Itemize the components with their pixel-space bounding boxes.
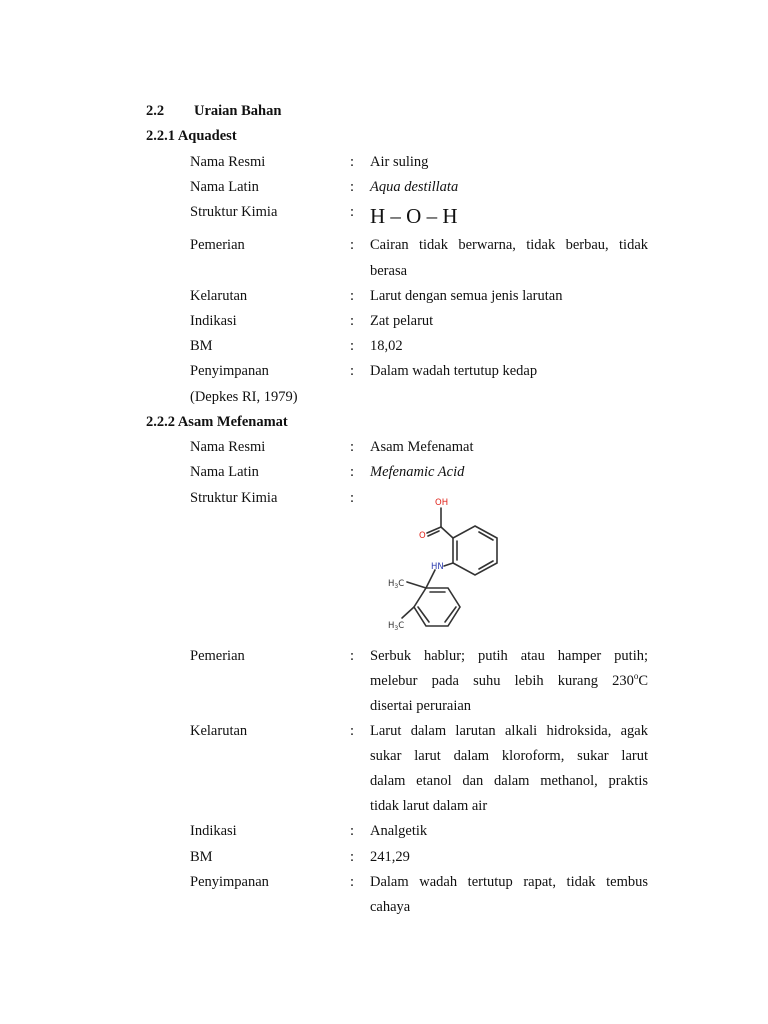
subsection-heading-mefenamat: 2.2.2 Asam Mefenamat	[146, 414, 288, 430]
colon: :	[350, 874, 355, 890]
double-bond	[479, 532, 493, 540]
bond-methyl-1	[407, 582, 426, 588]
aquadest-value-kelarutan: Larut dengan semua jenis larutan	[370, 288, 563, 304]
colon: :	[350, 823, 355, 839]
mefenamat-value-kelarutan-line-2: sukar larut dalam kloroform, sukar larut	[370, 748, 648, 764]
mefenamat-value-kelarutan-line-4: tidak larut dalam air	[370, 798, 488, 814]
aquadest-value-nama-resmi: Air suling	[370, 154, 429, 170]
ring-upper	[453, 526, 497, 575]
methyl-2-c: C	[398, 621, 405, 631]
aquadest-value-nama-latin: Aqua destillata	[370, 179, 459, 195]
atom-nh: HN	[431, 562, 444, 572]
subsection-heading-aquadest: 2.2.1 Aquadest	[146, 128, 237, 144]
aquadest-label-nama-latin: Nama Latin	[190, 179, 259, 195]
mefenamat-value-kelarutan-line-3: dalam etanol dan dalam methanol, praktis	[370, 773, 648, 789]
mefenamat-value-nama-resmi: Asam Mefenamat	[370, 439, 474, 455]
mefenamat-value-nama-latin: Mefenamic Acid	[370, 464, 465, 480]
aquadest-label-indikasi: Indikasi	[190, 313, 237, 329]
mefenamat-label-indikasi: Indikasi	[190, 823, 237, 839]
mefenamat-value-pemerian-line-2	[370, 671, 648, 689]
pemerian-text: melebur pada suhu lebih kurang 230	[370, 673, 634, 689]
atom-oh: OH	[435, 498, 449, 508]
methyl-2-h: H	[388, 621, 395, 631]
mefenamic-acid-structure	[372, 494, 512, 634]
methyl-2-subscript: 3	[394, 625, 399, 632]
mefenamat-label-kelarutan: Kelarutan	[190, 723, 248, 739]
double-bond	[479, 561, 493, 569]
methyl-group-1	[388, 579, 404, 590]
mefenamat-value-kelarutan-line-1: Larut dalam larutan alkali hidroksida, agak	[370, 723, 648, 739]
aquadest-value-pemerian-line-1: Cairan tidak berwarna, tidak berbau, tidak	[370, 237, 648, 253]
aquadest-value-penyimpanan: Dalam wadah tertutup kedap	[370, 363, 538, 379]
colon: :	[350, 439, 355, 455]
aquadest-value-bm: 18,02	[370, 338, 403, 354]
ring-lower	[414, 588, 460, 626]
colon: :	[350, 204, 355, 220]
aquadest-label-pemerian: Pemerian	[190, 237, 245, 253]
mefenamat-label-nama-resmi: Nama Resmi	[190, 439, 266, 455]
colon: :	[350, 723, 355, 739]
degree-unit: C	[638, 673, 648, 689]
mefenamat-label-struktur-kimia: Struktur Kimia	[190, 490, 278, 506]
bond-ring-carboxyl	[441, 527, 453, 538]
methyl-1-subscript: 3	[394, 583, 399, 590]
colon: :	[350, 313, 355, 329]
aquadest-value-pemerian-line-2: berasa	[370, 263, 408, 279]
mefenamat-value-pemerian-line-3: disertai peruraian	[370, 698, 472, 714]
aquadest-label-penyimpanan: Penyimpanan	[190, 363, 269, 379]
bond-methyl-2	[402, 607, 414, 618]
colon: :	[350, 179, 355, 195]
colon: :	[350, 464, 355, 480]
methyl-group-2	[388, 621, 404, 632]
bond-c-o	[427, 527, 441, 533]
mefenamat-value-penyimpanan-line-1: Dalam wadah tertutup rapat, tidak tembus	[370, 874, 648, 890]
aquadest-label-kelarutan: Kelarutan	[190, 288, 248, 304]
atom-o: O	[419, 531, 426, 541]
mefenamat-label-nama-latin: Nama Latin	[190, 464, 259, 480]
methyl-1-c: C	[398, 579, 405, 589]
aquadest-value-struktur-kimia: H – O – H	[370, 204, 458, 228]
colon: :	[350, 363, 355, 379]
aquadest-label-bm: BM	[190, 338, 213, 354]
mefenamat-label-bm: BM	[190, 849, 213, 865]
mefenamat-value-penyimpanan-line-2: cahaya	[370, 899, 411, 915]
aquadest-value-indikasi: Zat pelarut	[370, 313, 434, 329]
colon: :	[350, 648, 355, 664]
mefenamat-label-penyimpanan: Penyimpanan	[190, 874, 269, 890]
mefenamat-value-pemerian-line-1: Serbuk hablur; putih atau hamper putih;	[370, 648, 648, 664]
colon: :	[350, 849, 355, 865]
methyl-1-h: H	[388, 579, 395, 589]
colon: :	[350, 237, 355, 253]
section-title: Uraian Bahan	[194, 103, 282, 119]
colon: :	[350, 288, 355, 304]
degree-superscript: o	[633, 671, 639, 681]
mefenamat-value-bm: 241,29	[370, 849, 410, 865]
mefenamat-label-pemerian: Pemerian	[190, 648, 245, 664]
section-number: 2.2	[146, 103, 165, 119]
bond-ring-n	[444, 563, 453, 566]
colon: :	[350, 490, 355, 506]
aquadest-source-citation: (Depkes RI, 1979)	[190, 389, 298, 405]
colon: :	[350, 338, 355, 354]
bond-n-ring	[426, 570, 435, 588]
mefenamat-value-indikasi: Analgetik	[370, 823, 428, 839]
aquadest-label-nama-resmi: Nama Resmi	[190, 154, 266, 170]
aquadest-label-struktur-kimia: Struktur Kimia	[190, 204, 278, 220]
colon: :	[350, 154, 355, 170]
